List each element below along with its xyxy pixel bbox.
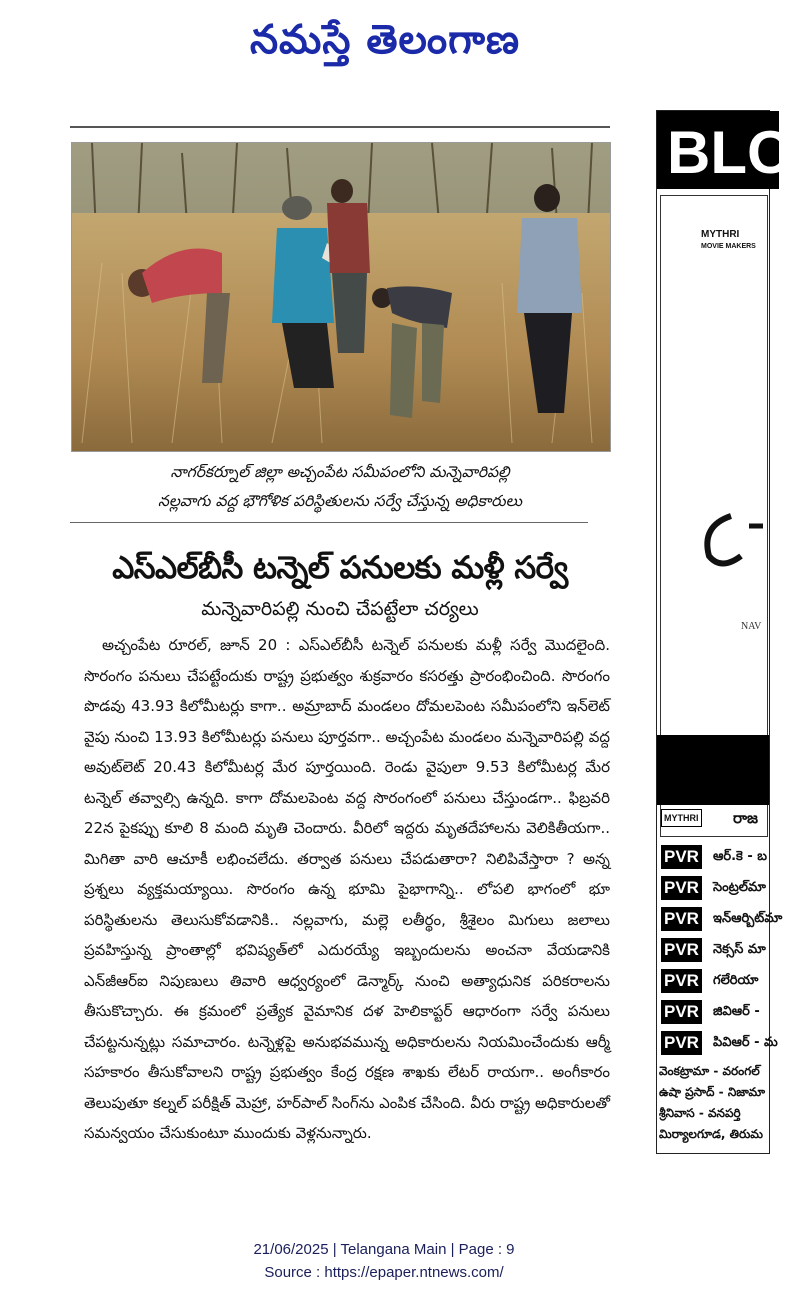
ad-place: ఉషా ప్రసాద్ - నిజామా	[659, 1085, 765, 1099]
ad-raja-text: రాజ	[733, 809, 759, 827]
caption-rule	[70, 522, 588, 523]
pvr-row	[661, 876, 769, 900]
pvr-badge: PVR	[661, 907, 702, 931]
pvr-badge: PVR	[661, 1031, 702, 1055]
ad-place: శ్రీనివాస - వనపర్తి	[659, 1106, 741, 1120]
pvr-badge: PVR	[661, 1000, 702, 1024]
ad-top-banner: BLO	[657, 111, 779, 189]
field-survey-photo	[72, 143, 610, 451]
pvr-row	[661, 1031, 778, 1055]
pvr-badge: PVR	[661, 938, 702, 962]
pvr-row	[661, 938, 769, 962]
right-advertisement	[656, 110, 794, 1154]
pvr-location: నెక్సస్ మా	[713, 942, 766, 957]
pvr-row	[661, 845, 769, 869]
ad-producer-sub: MOVIE MAKERS	[701, 243, 756, 250]
article-headline: ఎస్‌ఎల్‌బీసీ టన్నెల్ పనులకు మళ్లీ సర్వే	[112, 550, 568, 586]
pvr-badge: PVR	[661, 969, 702, 993]
footer-date-page: 21/06/2025 | Telangana Main | Page : 9	[253, 1241, 515, 1258]
news-photo	[71, 142, 611, 452]
ad-place: వెంకట్రామా - వరంగల్	[659, 1064, 760, 1078]
masthead-rule	[70, 126, 610, 128]
ad-nav-text: NAV	[741, 621, 762, 632]
pvr-badge: PVR	[661, 845, 702, 869]
pvr-badge: PVR	[661, 876, 702, 900]
pvr-location: గలేరియా	[713, 973, 759, 988]
pvr-row	[661, 907, 783, 931]
ad-black-band	[657, 735, 769, 805]
photo-caption	[70, 458, 610, 516]
pvr-row	[661, 1000, 769, 1024]
pvr-location: ఇన్‌ఆర్బిట్‌మా	[713, 911, 783, 926]
masthead-title: నమస్తే తెలంగాణ	[249, 17, 521, 63]
pvr-location: పివిఆర్ - మ	[713, 1035, 778, 1050]
caption-line-2: నల్లవాగు వద్ద భౌగోళిక పరిస్థితులను సర్వే చేస్తున్న అధికారులు	[158, 492, 522, 510]
ad-producer-name: MYTHRI	[701, 229, 740, 240]
article-body: అచ్చంపేట రూరల్, జూన్ 20 : ఎస్‌ఎల్‌బీసీ టన్నెల్ పనులకు మళ్లీ సర్వే మొదలైంది. సొరంగం పనులు చేపట్టేందుకు రాష్ట్ర ప్రభుత్వం శుక్రవారం కసరత్తు ప్రారంభించింది. సొరంగం పొడవు 43.93 కిలోమీటర్లు కాగా.. అమ్రాబాద్ మండలం దోమలపెంట సమీపంలోని ఇన్‌లెట్ వైపు నుంచి 13.93 కిలోమీటర్లు పనులు పూర్తవగా.. అచ్చంపేట మండలం మన్నెవారిపల్లి వద్ద అవుట్‌లెట్ 20.43 కిలోమీటర్ల మేర పూర్తయింది. రెండు వైపులా 9.53 కిలోమీటర్ల మేర టన్నెల్ తవ్వాల్సి ఉన్నది. కాగా దోమలపెంట వద్ద సొరంగంలో పనులు చేస్తుండగా.. ఫిబ్రవరి 22న పైకప్పు కూలి 8 మంది మృతి చెందారు. వీరిలో ఇద్దరు మృతదేహాలను వెలికితీయగా.. మిగితా వారి ఆచూకీ లభించలేదు. తర్వాత పనులు చేపడుతారా? నిలిపివేస్తారా ? అన్న ప్రశ్నలు వ్యక్తమయ్యాయి. సొరంగం ఉన్న భూమి పైభాగాన్ని.. లోపలి భాగంలో భూ పరిస్థితులను తెలుసుకోవడానికి.. నల్లవాగు, మల్లె లతీర్థం, శ్రీశైలం మిగులు జలాలు ప్రవహిస్తున్న ప్రాంతాల్లో భవిష్యత్‌లో ఎదురయ్యే ఇబ్బందులను అంచనా వేయడానికి ఎన్‌జీఆర్‌ఐ నిపుణులు తివారి ఆధ్వర్యంలో డెన్మార్క్ నుంచి అత్యాధునిక పరికరాలను తీసుకొచ్చారు. ఈ క్రమంలో ప్రత్యేక వైమానిక దళ హెలికాప్టర్ ఆధారంగా సర్వే పనులు చేపట్టనున్నట్లు సమాచారం. టన్నెళ్లపై అనుభవమున్న అధికారులను నియమించేందుకు ఆర్మీ సహకారం తీసుకోవాలని రాష్ట్ర ప్రభుత్వం కేంద్ర రక్షణ శాఖకు లేటర్ రాయగా.. అంగీకారం తెలుపుతూ కల్నల్ పరీక్షిత్ మెహ్రా, హర్‌పాల్ సింగ్‌ను ఎంపిక చేసింది. వీరు రాష్ట్ర అధికారులతో సమన్వయం చేసుకుంటూ ముందుకు వెళ్లనున్నారు.	[84, 636, 610, 1142]
footer-source: Source : https://epaper.ntnews.com/	[264, 1264, 504, 1281]
ad-place: మిర్యాలగూడ, తిరుమ	[659, 1127, 763, 1141]
pvr-location: జివిఆర్ -	[713, 1004, 760, 1019]
ad-mythri-logo: MYTHRI	[661, 809, 702, 827]
ad-producer	[701, 229, 756, 253]
caption-line-1: నాగర్‌కర్నూల్ జిల్లా అచ్చంపేట సమీపంలోని మన్నెవారిపల్లి	[170, 463, 510, 481]
pvr-location: ఆర్.కె - బ	[713, 849, 768, 864]
pvr-location: సెంట్రల్‌మా	[713, 880, 766, 895]
article-subhead: మన్నెవారిపల్లి నుంచి చేపట్టేలా చర్యలు	[201, 598, 479, 620]
pvr-row	[661, 969, 769, 993]
